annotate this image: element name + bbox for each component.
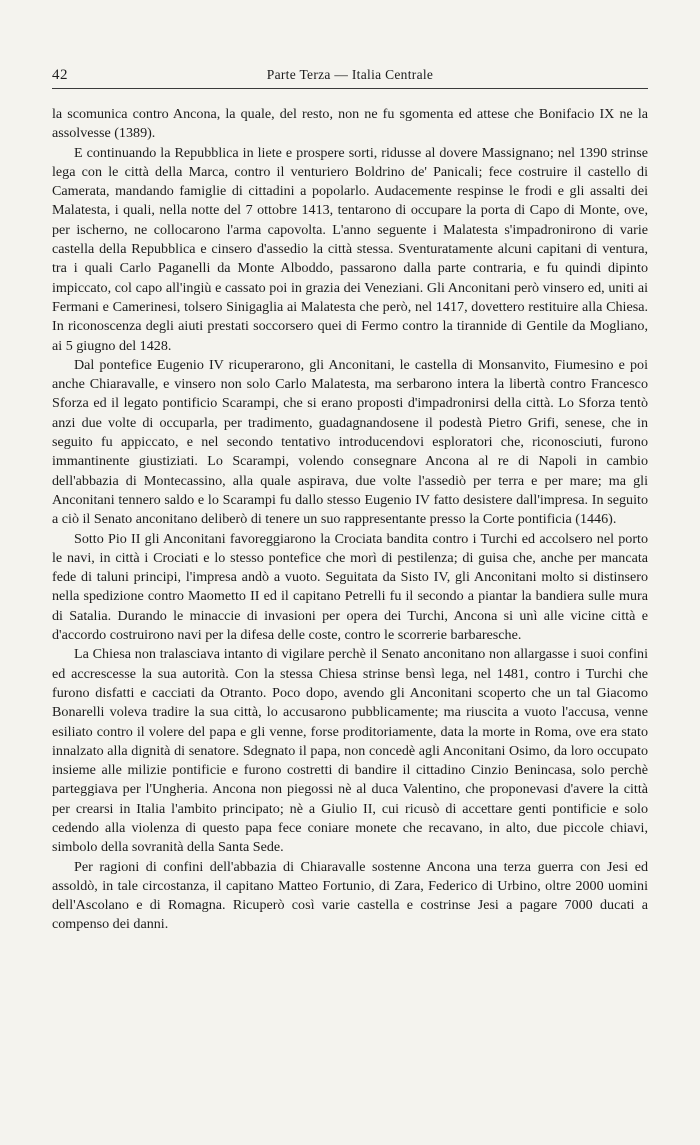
running-title: Parte Terza — Italia Centrale xyxy=(266,67,434,82)
book-page xyxy=(52,62,648,935)
body-text xyxy=(52,105,648,935)
page-header xyxy=(52,62,648,88)
page-number: 42 xyxy=(52,67,68,83)
header-rule xyxy=(52,88,648,89)
paragraph-continuation: la scomunica contro Ancona, la quale, del resto, non ne fu sgomenta ed attese che Bonifacio IX ne la assolvesse (1389). xyxy=(52,106,648,142)
paragraph: Per ragioni di confini dell'abbazia di Chiaravalle sostenne Ancona una terza guerra con Jesi ed assoldò, in tale circostanza, il capitano Matteo Fortunio, di Zara, Federico di Urbino, oltre 2000 uomini dell'Ascolano e di Romagna. Ricuperò così varie castella e costrinse Jesi a pagare 7000 ducati a compenso dei danni. xyxy=(52,858,648,933)
paragraph: Dal pontefice Eugenio IV ricuperarono, gli Anconitani, le castella di Monsanvito, Fiumesino e poi anche Chiaravalle, e vinsero non solo Carlo Malatesta, ma serbarono intera la libertà contro Francesco Sforza ed il legato pontificio Scarampi, che si erano proposti d'impadronirsi della città. Lo Sforza tentò anzi due volte di occuparla, per tradimento, guadagnandosene il podestà Pietro Grifi, senese, che in seguito fu appiccato, e nel secondo tentativo introducendovi esploratori che, riconosciuti, furono immantinente giustiziati. Lo Scarampi, volendo consegnare Ancona al re di Napoli in cambio dell'abbazia di Montecassino, alla quale aspirava, due volte l'assediò per terra e per mare; ma gli Anconitani tennero saldo e lo Scarampi fu dallo stesso Eugenio IV fatto desistere dall'impresa. In seguito a ciò il Senato anconitano deliberò di tenere un suo rappresentante presso la Corte pontificia (1446). xyxy=(52,356,648,528)
paragraph: La Chiesa non tralasciava intanto di vigilare perchè il Senato anconitano non allargasse i suoi confini ed accrescesse la sua autorità. Con la stessa Chiesa strinse bensì lega, nel 1481, contro i Turchi che furono disfatti e cacciati da Otranto. Poco dopo, avendo gli Anconitani scoperto che un tal Giacomo Bonarelli voleva tradire la sua città, lo accusarono pubblicamente; ma riuscita a vuoto l'accusa, venne esiliato contro il volere del papa e gli venne, forse proditoriamente, data la morte in Roma, ove era stato innalzato alla dignità di senatore. Sdegnato il papa, non concedè agli Anconitani Osimo, da loro occupato insieme alle milizie pontificie e furono costretti di bandire il cittadino Cinzio Benincasa, solo perchè parteggiava per l'Ungheria. Ancona non piegossi nè al duca Valentino, che proponevasi d'avere la città per crearsi in Italia l'ambito principato; nè a Giulio II, cui ricusò di accettare genti pontificie e solo cedendo alla violenza di questo papa fece coniare monete che recavano, in alto, due piccole chiavi, simbolo della sovranità della Santa Sede. xyxy=(52,646,648,856)
paragraph: E continuando la Repubblica in liete e prospere sorti, ridusse al dovere Massignano; nel 1390 strinse lega con le città della Marca, contro il venturiero Boldrino de' Panicali; fece costruire il castello di Camerata, mandando famiglie di cittadini a popolarlo. Audacemente respinse le frodi e gli assalti dei Malatesta, i quali, nella notte del 7 ottobre 1413, tentarono di occupare la porta di Capo di Monte, ove, per ischerno, ne collocarono l'arma capovolta. L'anno seguente i Malatesta s'impadronirono di varie castella della Repubblica e cinsero d'assedio la città stessa. Sventuratamente alcuni capitani di ventura, tra i quali Carlo Paganelli da Monte Alboddo, passarono dalla parte contraria, e fu quindi dipinto impiccato, col capo all'ingiù e cassato poi in grazia dei Veneziani. Gli Anconitani però vinsero ed, uniti ai Fermani e Camerinesi, tolsero Sinigaglia ai Malatesta che però, nel 1417, dovettero restituire alla Chiesa. In riconoscenza degli aiuti prestati soccorsero quei di Fermo contro la tirannide di Gentile da Mogliano, ai 5 giugno del 1428. xyxy=(52,144,648,354)
paragraph: Sotto Pio II gli Anconitani favoreggiarono la Crociata bandita contro i Turchi ed accolsero nel porto le navi, in città i Crociati e lo stesso pontefice che morì di pestilenza; di guisa che, anche per mancata fede di taluni principi, l'impresa andò a vuoto. Seguitata da Sisto IV, gli Anconitani molto si distinsero nella spedizione contro Maometto II ed il capitano Petrelli fu il secondo a piantar la bandiera sulle mura di Satalia. Durando le minaccie di invasioni per opera dei Turchi, Ancona si unì alle vicine città e d'accordo costruirono navi per la difesa delle coste, contro le scorrerie barbaresche. xyxy=(52,530,648,644)
